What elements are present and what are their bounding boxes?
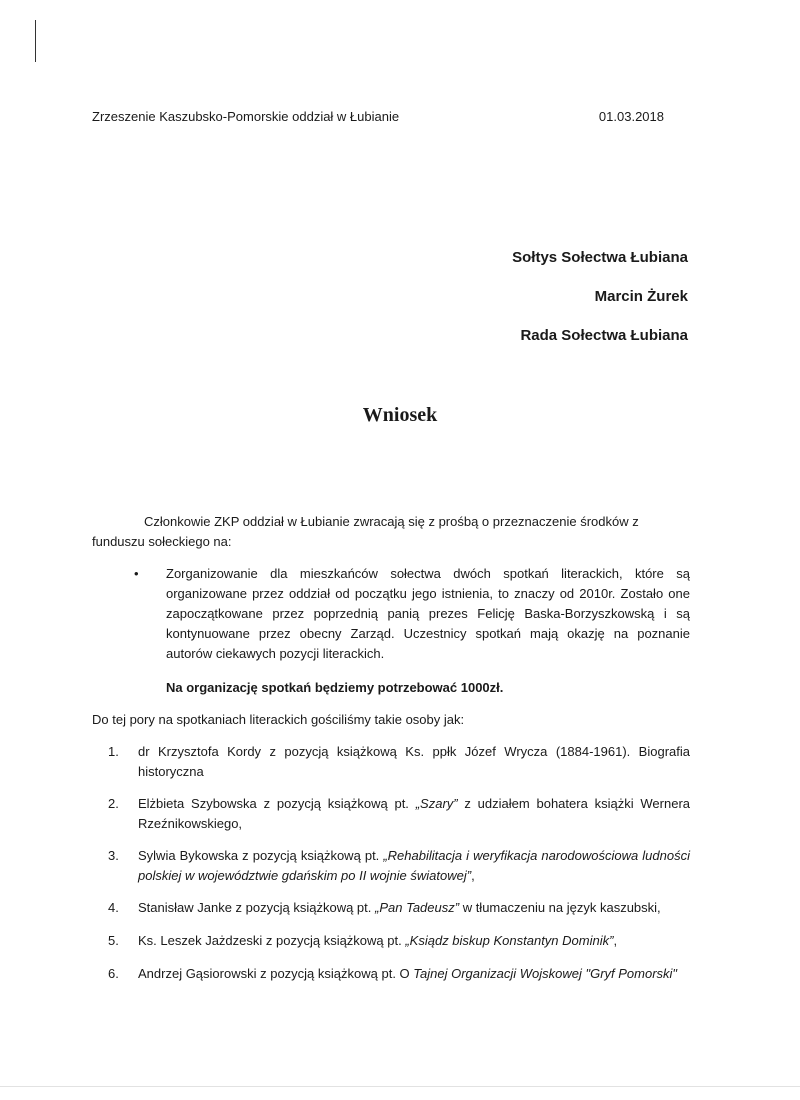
guests-intro: Do tej pory na spotkaniach literackich gościliśmy takie osoby jak: <box>92 712 465 727</box>
bullet-text: Zorganizowanie dla mieszkańców sołectwa dwóch spotkań literackich, które są organizowane przez oddział od początku jego istnienia, to znaczy od 2010r. Zostało one zapoczątkowane przez poprzednią panią prezes Felicję Baska-Borzyszkowską i są kontynuowane przez obecny Zarząd. Uczestnicy spotkań mają okazję na poznanie autorów ciekawych pozycji literackich. <box>166 566 690 661</box>
funding-request: Na organizację spotkań będziemy potrzebować 1000zł. <box>166 680 504 695</box>
bullet-point-icon: • <box>134 566 139 581</box>
recipient-line: Marcin Żurek <box>594 288 688 305</box>
margin-mark <box>35 20 36 62</box>
recipient-line: Rada Sołectwa Łubiana <box>520 327 688 344</box>
list-item-text: Sylwia Bykowska z pozycją książkową pt. „Rehabilitacja i weryfikacja narodowościowa ludności polskiej w województwie gdańskim po II wojnie światowej”, <box>138 848 690 883</box>
list-item <box>108 742 690 782</box>
organization-name: Zrzeszenie Kaszubsko-Pomorskie oddział w Łubianie <box>92 109 400 124</box>
list-item-text: Stanisław Janke z pozycją książkową pt. „Pan Tadeusz” w tłumaczeniu na język kaszubski, <box>138 900 661 915</box>
recipient-block <box>512 248 688 365</box>
scan-edge-line <box>0 1086 800 1087</box>
recipient-line: Sołtys Sołectwa Łubiana <box>512 249 688 266</box>
list-item-text: Elżbieta Szybowska z pozycją książkową pt. „Szary” z udziałem bohatera książki Wernera Rzeźnikowskiego, <box>138 796 691 831</box>
list-number: 4. <box>108 900 119 915</box>
list-number: 1. <box>108 744 119 759</box>
guest-list <box>108 742 690 997</box>
bullet-item <box>134 564 690 664</box>
list-number: 6. <box>108 966 119 981</box>
list-item-text: Andrzej Gąsiorowski z pozycją książkową pt. O Tajnej Organizacji Wojskowej "Gryf Pomorski" <box>138 966 678 981</box>
intro-paragraph: Członkowie ZKP oddział w Łubianie zwracają się z prośbą o przeznaczenie środków z funduszu sołeckiego na: <box>92 514 639 549</box>
list-number: 2. <box>108 796 119 811</box>
list-item <box>108 964 690 984</box>
list-item <box>108 931 690 951</box>
list-item-text: Ks. Leszek Jażdzeski z pozycją książkową pt. „Ksiądz biskup Konstantyn Dominik”, <box>138 933 618 948</box>
letter-date: 01.03.2018 <box>598 109 664 124</box>
list-item <box>108 846 690 886</box>
list-number: 3. <box>108 848 119 863</box>
letter-header <box>92 109 664 124</box>
list-item <box>108 898 690 918</box>
list-item <box>108 794 690 834</box>
list-number: 5. <box>108 933 119 948</box>
list-item-text: dr Krzysztofa Kordy z pozycją książkową Ks. ppłk Józef Wrycza (1884-1961). Biografia historyczna <box>138 744 690 779</box>
document-title: Wniosek <box>362 404 438 426</box>
